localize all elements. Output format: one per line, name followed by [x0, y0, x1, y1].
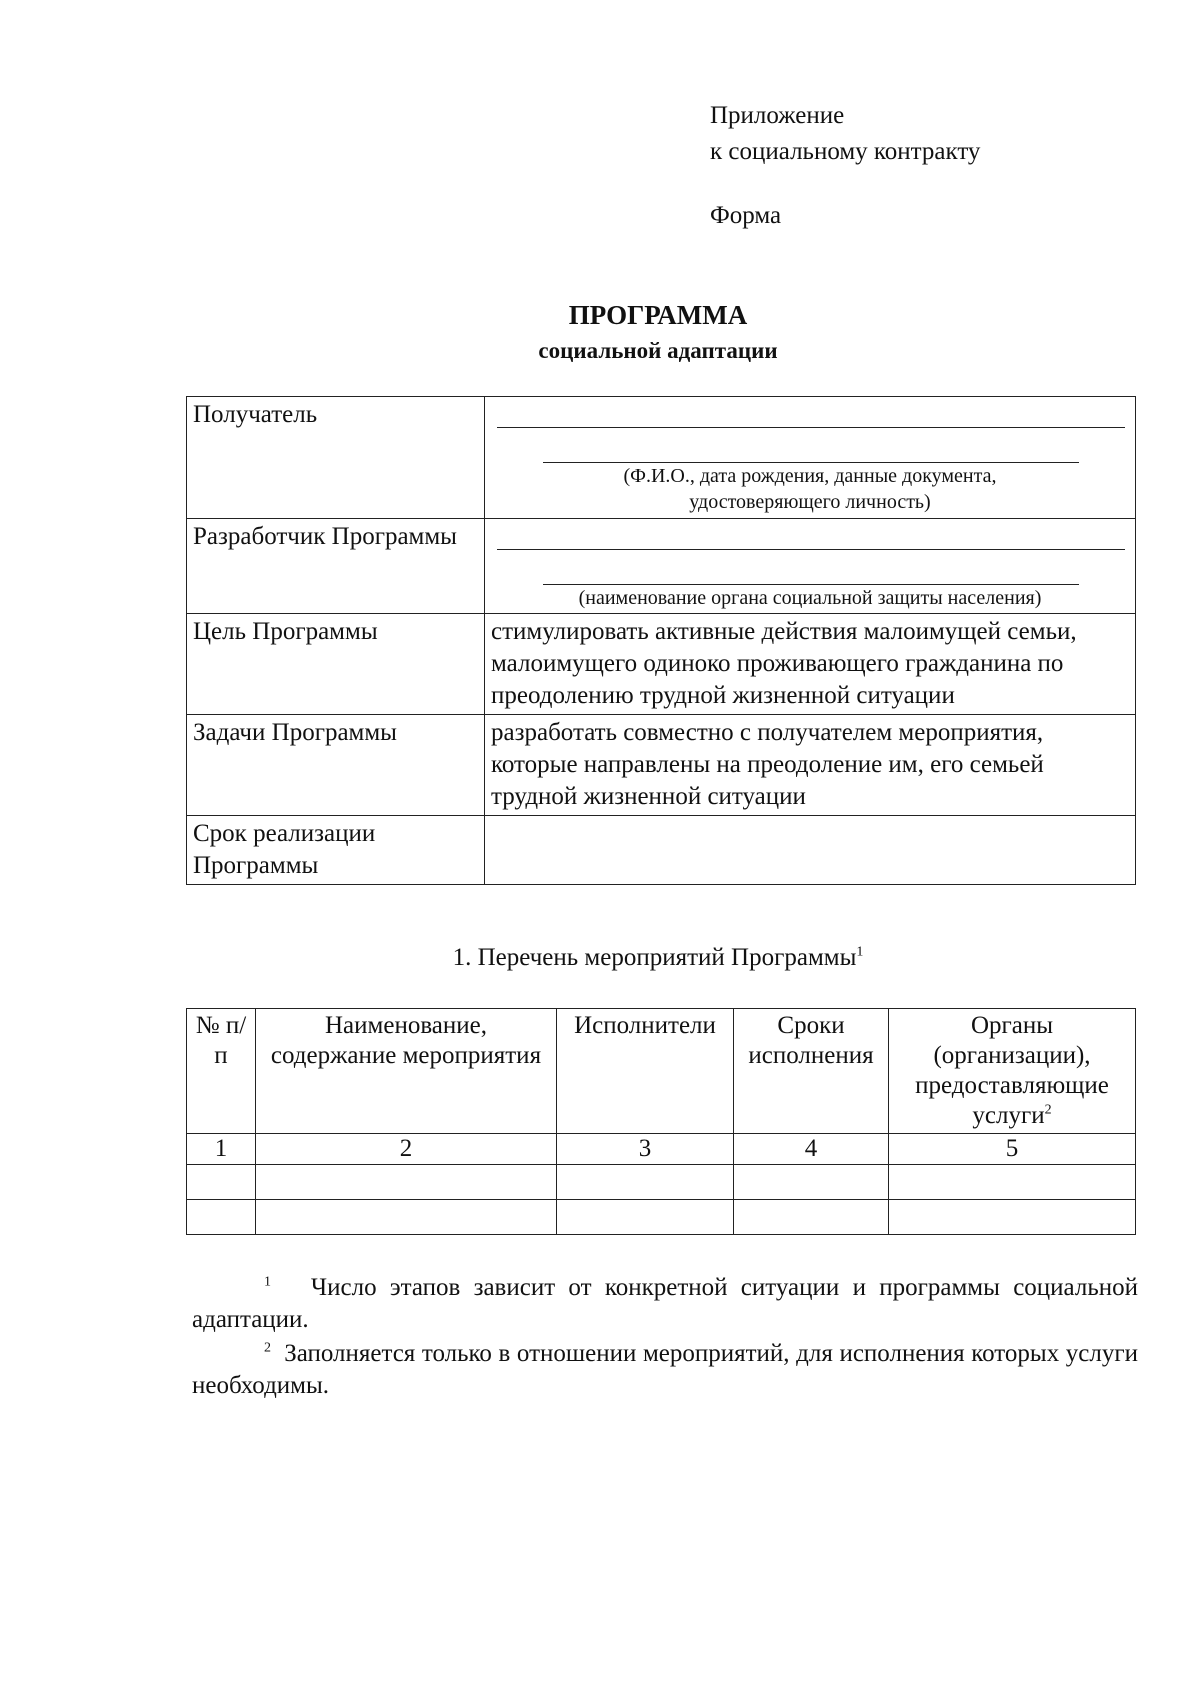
appendix-header — [710, 98, 980, 234]
empty-cell[interactable] — [557, 1165, 734, 1200]
developer-label: Разработчик Программы — [187, 519, 485, 614]
term-row — [187, 816, 1136, 885]
column-number-3: 3 — [557, 1134, 734, 1165]
column-numbers-row — [187, 1134, 1136, 1165]
column-number-5: 5 — [889, 1134, 1136, 1165]
developer-line-2 — [543, 554, 1079, 585]
form-label: Форма — [710, 202, 782, 229]
goal-text: стимулировать активные действия малоимущей семьи, малоимущего одиноко проживающего гражданина по преодолению трудной жизненной ситуации — [485, 614, 1136, 715]
tasks-label: Задачи Программы — [187, 715, 485, 816]
empty-cell[interactable] — [557, 1200, 734, 1235]
col-header-organizations-footnote: 2 — [1044, 1102, 1052, 1118]
empty-cell[interactable] — [187, 1165, 256, 1200]
measures-table — [186, 1008, 1136, 1235]
footnote-1-text: Число этапов зависит от конкретной ситуации и программы социальной адаптации. — [192, 1274, 1139, 1333]
developer-row — [187, 519, 1136, 614]
term-label: Срок реализации Программы — [187, 816, 485, 885]
footnote-2 — [192, 1338, 1138, 1402]
developer-field[interactable] — [485, 519, 1136, 614]
recipient-label: Получатель — [187, 397, 485, 519]
table-row — [187, 1200, 1136, 1235]
col-header-organizations-text: Органы (организации), предоставляющие услуги — [915, 1012, 1109, 1129]
col-header-name: Наименование, содержание мероприятия — [256, 1009, 557, 1134]
goal-row — [187, 614, 1136, 715]
empty-cell[interactable] — [256, 1165, 557, 1200]
empty-cell[interactable] — [256, 1200, 557, 1235]
column-number-4: 4 — [734, 1134, 889, 1165]
goal-label: Цель Программы — [187, 614, 485, 715]
measures-title-text: 1. Перечень мероприятий Программы — [452, 944, 857, 971]
footnotes — [192, 1272, 1138, 1402]
recipient-hint-2: удостоверяющего личность) — [689, 491, 931, 513]
empty-cell[interactable] — [734, 1165, 889, 1200]
recipient-line-1 — [497, 403, 1125, 428]
appendix-line-1: Приложение — [710, 102, 845, 129]
recipient-row — [187, 397, 1136, 519]
col-header-deadlines: Сроки исполнения — [734, 1009, 889, 1134]
tasks-row — [187, 715, 1136, 816]
page-title: ПРОГРАММА — [568, 300, 748, 330]
term-field[interactable] — [485, 816, 1136, 885]
recipient-field[interactable] — [485, 397, 1136, 519]
col-header-organizations — [889, 1009, 1136, 1134]
developer-line-1 — [497, 525, 1125, 550]
footnote-2-mark: 2 — [264, 1340, 271, 1356]
footnote-1 — [192, 1272, 1138, 1336]
developer-hint: (наименование органа социальной защиты населения) — [578, 587, 1042, 609]
empty-cell[interactable] — [889, 1200, 1136, 1235]
measures-title-footnote: 1 — [856, 944, 864, 960]
recipient-hint-1: (Ф.И.О., дата рождения, данные документа, — [623, 465, 997, 487]
recipient-line-2 — [543, 432, 1079, 463]
appendix-line-2: к социальному контракту — [710, 138, 981, 165]
empty-cell[interactable] — [187, 1200, 256, 1235]
empty-cell[interactable] — [734, 1200, 889, 1235]
tasks-text: разработать совместно с получателем мероприятия, которые направлены на преодоление им, его семьей трудной жизненной ситуации — [485, 715, 1136, 816]
footnote-1-mark: 1 — [264, 1274, 271, 1290]
page-subtitle: социальной адаптации — [538, 338, 778, 363]
program-table — [186, 396, 1136, 885]
column-number-1: 1 — [187, 1134, 256, 1165]
col-header-executors: Исполнители — [557, 1009, 734, 1134]
column-number-2: 2 — [256, 1134, 557, 1165]
measures-title — [0, 942, 1200, 974]
table-row — [187, 1165, 1136, 1200]
col-header-number: № п/п — [187, 1009, 256, 1134]
footnote-2-text: Заполняется только в отношении мероприятий, для исполнения которых услуги необходимы. — [192, 1340, 1138, 1399]
empty-cell[interactable] — [889, 1165, 1136, 1200]
measures-header-row — [187, 1009, 1136, 1134]
